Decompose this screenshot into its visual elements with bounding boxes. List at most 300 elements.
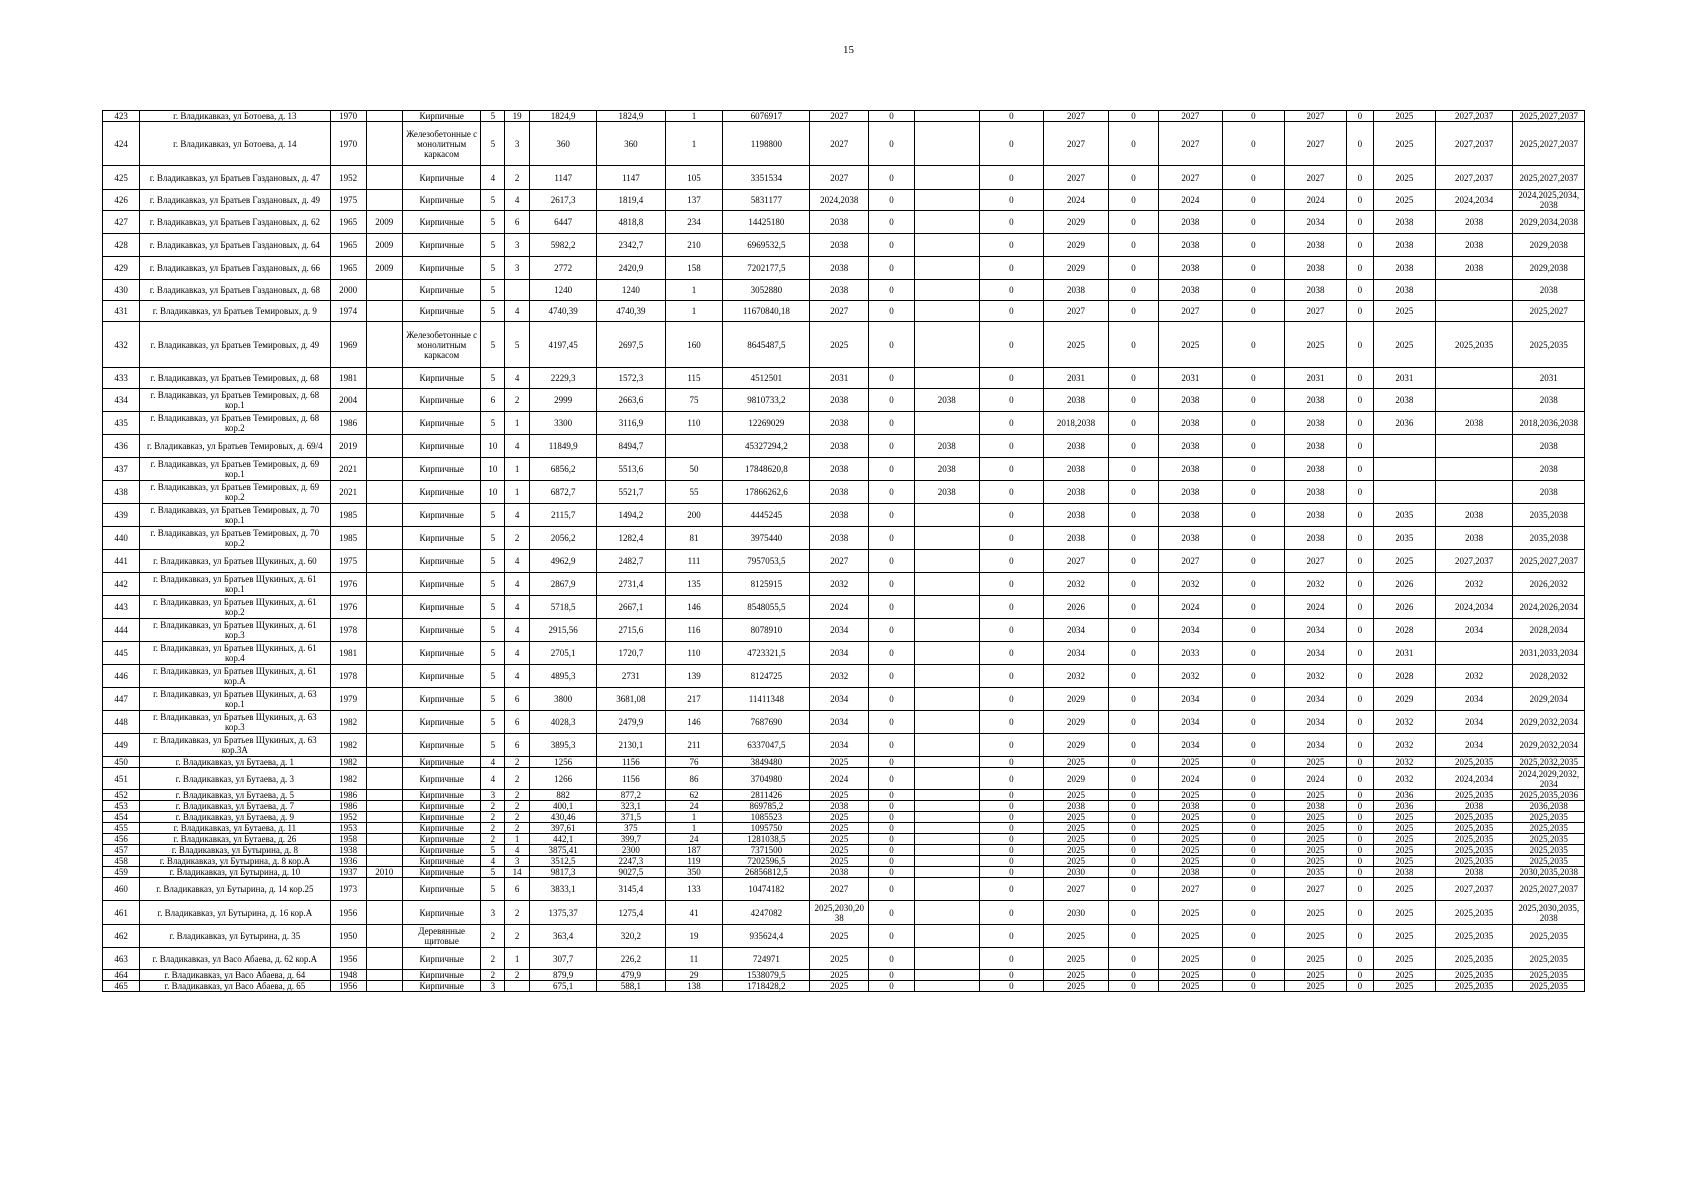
- table-cell: 2038: [1284, 280, 1346, 301]
- table-cell: 465: [103, 981, 140, 992]
- table-cell: 4: [505, 665, 530, 688]
- table-cell: 4818,8: [597, 211, 665, 234]
- table-cell: [366, 734, 402, 757]
- table-row: [103, 790, 1585, 801]
- table-row: [103, 711, 1585, 734]
- table-cell: 0: [869, 234, 915, 257]
- table-cell: Кирпичные: [402, 790, 481, 801]
- table-cell: 6: [505, 878, 530, 901]
- table-cell: 2034: [1284, 211, 1346, 234]
- table-cell: 0: [1346, 527, 1373, 550]
- table-cell: Кирпичные: [402, 389, 481, 412]
- table-cell: 450: [103, 757, 140, 768]
- table-cell: 2025: [1284, 757, 1346, 768]
- table-cell: 0: [1346, 368, 1373, 389]
- table-cell: 0: [869, 122, 915, 166]
- table-cell: 2038: [1158, 504, 1222, 527]
- table-cell: 431: [103, 301, 140, 322]
- table-cell: 0: [1109, 981, 1159, 992]
- table-cell: 0: [1109, 734, 1159, 757]
- table-cell: 45327294,2: [723, 435, 810, 458]
- table-cell: 2038: [1158, 801, 1222, 812]
- table-cell: 0: [979, 834, 1043, 845]
- table-cell: 2029: [1043, 257, 1108, 280]
- table-row: [103, 280, 1585, 301]
- table-cell: 2: [481, 970, 505, 981]
- table-cell: Кирпичные: [402, 768, 481, 790]
- table-cell: 1936: [330, 856, 366, 867]
- table-cell: 2032: [810, 573, 869, 596]
- table-cell: 0: [1222, 389, 1284, 412]
- table-cell: 2028: [1373, 619, 1435, 642]
- table-cell: 1085523: [723, 812, 810, 823]
- table-cell: 2032: [1435, 665, 1513, 688]
- table-cell: г. Владикавказ, ул Братьев Темировых, д. 70 кор.1: [140, 504, 330, 527]
- table-cell: 2025,2035: [1513, 845, 1585, 856]
- table-cell: 2025: [1158, 812, 1222, 823]
- table-cell: [1373, 458, 1435, 481]
- table-cell: 1824,9: [530, 111, 597, 122]
- table-cell: [914, 834, 979, 845]
- table-cell: 3681,08: [597, 688, 665, 711]
- table-cell: 2038: [1373, 389, 1435, 412]
- table-cell: Кирпичные: [402, 823, 481, 834]
- table-cell: [366, 596, 402, 619]
- table-cell: 459: [103, 867, 140, 878]
- table-cell: [505, 280, 530, 301]
- table-cell: 1095750: [723, 823, 810, 834]
- table-cell: 2697,5: [597, 322, 665, 368]
- table-cell: 2032: [1284, 573, 1346, 596]
- table-cell: 2056,2: [530, 527, 597, 550]
- table-cell: 2: [505, 901, 530, 925]
- table-cell: 437: [103, 458, 140, 481]
- table-cell: 4740,39: [530, 301, 597, 322]
- table-cell: 0: [1222, 642, 1284, 665]
- table-cell: 434: [103, 389, 140, 412]
- table-cell: 2009: [366, 257, 402, 280]
- table-cell: г. Владикавказ, ул Братьев Темировых, д. 69 кор.1: [140, 458, 330, 481]
- table-cell: 2025: [1373, 122, 1435, 166]
- table-cell: 5: [481, 301, 505, 322]
- table-cell: 0: [1222, 901, 1284, 925]
- table-cell: 457: [103, 845, 140, 856]
- table-cell: 0: [1109, 211, 1159, 234]
- table-cell: 2025: [1373, 948, 1435, 970]
- table-cell: 2038: [810, 527, 869, 550]
- table-cell: 1970: [330, 122, 366, 166]
- table-cell: 5: [481, 211, 505, 234]
- table-cell: 2038: [1435, 412, 1513, 435]
- table-cell: 0: [1109, 368, 1159, 389]
- table-cell: 2034: [1435, 688, 1513, 711]
- table-row: [103, 122, 1585, 166]
- table-cell: 5: [505, 322, 530, 368]
- table-cell: 2038: [1284, 527, 1346, 550]
- table-cell: 2: [481, 834, 505, 845]
- table-cell: 2025: [1158, 757, 1222, 768]
- table-cell: [1435, 368, 1513, 389]
- table-cell: 1: [505, 412, 530, 435]
- table-cell: 446: [103, 665, 140, 688]
- table-cell: 2027: [1158, 111, 1222, 122]
- table-cell: 6: [481, 389, 505, 412]
- table-cell: 1: [665, 111, 723, 122]
- table-cell: 0: [1222, 166, 1284, 190]
- table-cell: 0: [1346, 856, 1373, 867]
- table-cell: 0: [1109, 280, 1159, 301]
- table-cell: Кирпичные: [402, 948, 481, 970]
- table-cell: [366, 190, 402, 211]
- table-cell: 1982: [330, 757, 366, 768]
- table-cell: 1956: [330, 948, 366, 970]
- table-cell: [914, 856, 979, 867]
- table-cell: 2: [481, 823, 505, 834]
- table-cell: 0: [1222, 322, 1284, 368]
- table-cell: 2034: [1284, 711, 1346, 734]
- table-cell: Кирпичные: [402, 801, 481, 812]
- table-cell: 0: [869, 550, 915, 573]
- table-cell: 3800: [530, 688, 597, 711]
- table-cell: 4: [505, 550, 530, 573]
- table-cell: 0: [1109, 111, 1159, 122]
- table-cell: г. Владикавказ, ул Братьев Газдановых, д. 49: [140, 190, 330, 211]
- table-cell: 2025,2035: [1435, 856, 1513, 867]
- table-cell: 1147: [530, 166, 597, 190]
- table-cell: 0: [1109, 845, 1159, 856]
- table-cell: 0: [1109, 504, 1159, 527]
- table-cell: 1985: [330, 504, 366, 527]
- table-cell: 2025: [1284, 901, 1346, 925]
- table-row: [103, 527, 1585, 550]
- table-cell: 2038: [1043, 481, 1108, 504]
- table-cell: 1952: [330, 166, 366, 190]
- table-cell: 2034: [810, 619, 869, 642]
- table-cell: 4: [505, 368, 530, 389]
- table-cell: 2027: [1284, 122, 1346, 166]
- table-cell: 2027: [810, 550, 869, 573]
- table-cell: 2038: [1043, 435, 1108, 458]
- table-cell: г. Владикавказ, ул Братьев Щукиных, д. 61 кор.4: [140, 642, 330, 665]
- table-cell: [914, 734, 979, 757]
- table-cell: 2: [505, 801, 530, 812]
- table-cell: 2025: [1284, 845, 1346, 856]
- table-cell: 1986: [330, 412, 366, 435]
- table-cell: 3145,4: [597, 878, 665, 901]
- table-cell: 2024,2038: [810, 190, 869, 211]
- table-cell: г. Владикавказ, ул Васо Абаева, д. 62 кор.А: [140, 948, 330, 970]
- table-row: [103, 801, 1585, 812]
- table-cell: 2038: [914, 435, 979, 458]
- table-cell: Кирпичные: [402, 734, 481, 757]
- table-cell: 0: [1109, 122, 1159, 166]
- table-cell: 0: [1109, 573, 1159, 596]
- table-cell: [366, 970, 402, 981]
- table-cell: г. Владикавказ, ул Братьев Щукиных, д. 63 кор.3А: [140, 734, 330, 757]
- table-cell: 4247082: [723, 901, 810, 925]
- table-cell: 0: [979, 642, 1043, 665]
- table-cell: 24: [665, 834, 723, 845]
- table-cell: 2025: [1373, 166, 1435, 190]
- table-row: [103, 435, 1585, 458]
- table-cell: 0: [1346, 757, 1373, 768]
- table-cell: [366, 435, 402, 458]
- table-cell: 1965: [330, 234, 366, 257]
- table-cell: 2035,2038: [1513, 527, 1585, 550]
- table-cell: 1956: [330, 901, 366, 925]
- table-cell: 7687690: [723, 711, 810, 734]
- table-cell: 2025: [1284, 981, 1346, 992]
- table-cell: Кирпичные: [402, 619, 481, 642]
- table-cell: Кирпичные: [402, 190, 481, 211]
- table-cell: 2025: [1158, 925, 1222, 948]
- table-cell: [914, 768, 979, 790]
- table-cell: 2034: [1158, 734, 1222, 757]
- table-cell: 2025: [1373, 550, 1435, 573]
- table-cell: 2038: [1513, 280, 1585, 301]
- housing-register-table: [102, 110, 1585, 992]
- table-cell: [914, 757, 979, 768]
- table-cell: [914, 970, 979, 981]
- table-cell: 0: [1222, 665, 1284, 688]
- table-cell: 1147: [597, 166, 665, 190]
- table-cell: 363,4: [530, 925, 597, 948]
- table-cell: 0: [1346, 322, 1373, 368]
- table-cell: [914, 527, 979, 550]
- table-cell: 0: [869, 257, 915, 280]
- table-cell: 0: [1222, 190, 1284, 211]
- table-cell: 2025,2027,2037: [1513, 166, 1585, 190]
- table-cell: 0: [1346, 665, 1373, 688]
- table-cell: 2034: [1435, 734, 1513, 757]
- table-cell: 8494,7: [597, 435, 665, 458]
- table-cell: [366, 368, 402, 389]
- table-cell: [914, 878, 979, 901]
- table-cell: 111: [665, 550, 723, 573]
- table-cell: 6969532,5: [723, 234, 810, 257]
- table-cell: 2025: [1043, 812, 1108, 823]
- table-row: [103, 504, 1585, 527]
- table-cell: 0: [1222, 688, 1284, 711]
- table-cell: 448: [103, 711, 140, 734]
- table-cell: 2038: [1158, 527, 1222, 550]
- table-cell: [1435, 481, 1513, 504]
- table-cell: 137: [665, 190, 723, 211]
- table-cell: 2024,2029,2032, 2034: [1513, 768, 1585, 790]
- table-cell: 2030: [1043, 901, 1108, 925]
- table-cell: Кирпичные: [402, 368, 481, 389]
- table-cell: 0: [1222, 504, 1284, 527]
- table-cell: 0: [1222, 812, 1284, 823]
- table-cell: 0: [1109, 790, 1159, 801]
- table-cell: 0: [869, 812, 915, 823]
- table-cell: г. Владикавказ, ул Бутырина, д. 8 кор.А: [140, 856, 330, 867]
- table-cell: 0: [979, 790, 1043, 801]
- table-cell: [914, 257, 979, 280]
- table-cell: г. Владикавказ, ул Братьев Щукиных, д. 63 кор.1: [140, 688, 330, 711]
- table-cell: 4: [505, 301, 530, 322]
- table-cell: 2038: [1435, 527, 1513, 550]
- table-cell: [1373, 435, 1435, 458]
- table-cell: 0: [1109, 619, 1159, 642]
- table-cell: 2025: [1043, 834, 1108, 845]
- table-cell: 2130,1: [597, 734, 665, 757]
- table-cell: 2025,2035,2036: [1513, 790, 1585, 801]
- table-cell: 2031: [1043, 368, 1108, 389]
- table-cell: 10: [481, 458, 505, 481]
- table-cell: 2038: [1284, 389, 1346, 412]
- table-cell: 4: [505, 642, 530, 665]
- table-cell: 2024: [1158, 596, 1222, 619]
- table-cell: 0: [869, 856, 915, 867]
- table-cell: [914, 845, 979, 856]
- table-cell: Кирпичные: [402, 412, 481, 435]
- table-cell: 2025: [1158, 970, 1222, 981]
- table-cell: 2038: [810, 257, 869, 280]
- table-cell: 0: [1222, 280, 1284, 301]
- table-cell: Железобетонные с монолитным каркасом: [402, 322, 481, 368]
- table-cell: 0: [1222, 925, 1284, 948]
- table-cell: 6: [505, 688, 530, 711]
- table-cell: 11: [665, 948, 723, 970]
- table-cell: Кирпичные: [402, 757, 481, 768]
- table-cell: 2025,2035: [1513, 834, 1585, 845]
- table-cell: 454: [103, 812, 140, 823]
- table-cell: 5: [481, 573, 505, 596]
- table-cell: 0: [1222, 211, 1284, 234]
- table-cell: 0: [1109, 856, 1159, 867]
- table-cell: г. Владикавказ, ул Бутырина, д. 35: [140, 925, 330, 948]
- table-cell: 2025: [1284, 322, 1346, 368]
- table-cell: 444: [103, 619, 140, 642]
- table-cell: 1948: [330, 970, 366, 981]
- table-cell: 2004: [330, 389, 366, 412]
- table-cell: [1435, 458, 1513, 481]
- table-cell: 158: [665, 257, 723, 280]
- table-cell: 2025: [1373, 901, 1435, 925]
- table-cell: 2025: [1284, 790, 1346, 801]
- table-cell: 2025,2035: [1435, 845, 1513, 856]
- table-cell: 435: [103, 412, 140, 435]
- table-cell: 2027: [1043, 166, 1108, 190]
- table-cell: 2420,9: [597, 257, 665, 280]
- table-cell: 200: [665, 504, 723, 527]
- table-cell: 133: [665, 878, 723, 901]
- table-cell: 0: [1222, 368, 1284, 389]
- table-cell: 0: [1109, 812, 1159, 823]
- table-cell: 0: [979, 504, 1043, 527]
- table-cell: 2032: [810, 665, 869, 688]
- table-cell: 0: [1109, 458, 1159, 481]
- table-cell: 2027: [1158, 122, 1222, 166]
- table-cell: 2034: [810, 642, 869, 665]
- table-cell: 2027: [1043, 111, 1108, 122]
- table-cell: 2027: [1284, 166, 1346, 190]
- table-cell: 3: [481, 901, 505, 925]
- table-cell: г. Владикавказ, ул Братьев Газдановых, д. 68: [140, 280, 330, 301]
- table-cell: 2038: [1158, 435, 1222, 458]
- table-cell: 19: [665, 925, 723, 948]
- table-cell: 2025,2035: [1435, 823, 1513, 834]
- table-cell: 135: [665, 573, 723, 596]
- table-cell: 0: [1109, 389, 1159, 412]
- table-cell: 2036: [1373, 412, 1435, 435]
- table-cell: Кирпичные: [402, 481, 481, 504]
- table-cell: 397,61: [530, 823, 597, 834]
- table-cell: г. Владикавказ, ул Братьев Темировых, д. 69/4: [140, 435, 330, 458]
- table-cell: 427: [103, 211, 140, 234]
- table-cell: 160: [665, 322, 723, 368]
- table-cell: 2025: [810, 823, 869, 834]
- table-cell: 0: [1346, 435, 1373, 458]
- table-cell: 2038: [810, 504, 869, 527]
- table-cell: 0: [1346, 823, 1373, 834]
- table-cell: 2038: [1043, 389, 1108, 412]
- table-cell: 1975: [330, 190, 366, 211]
- table-cell: 1: [505, 834, 530, 845]
- table-cell: 5: [481, 257, 505, 280]
- table-cell: 0: [1346, 458, 1373, 481]
- table-cell: 0: [869, 322, 915, 368]
- table-cell: 2034: [1284, 619, 1346, 642]
- table-cell: 2030: [1043, 867, 1108, 878]
- table-cell: Кирпичные: [402, 234, 481, 257]
- table-cell: 442,1: [530, 834, 597, 845]
- table-cell: 2009: [366, 211, 402, 234]
- table-cell: 0: [1222, 734, 1284, 757]
- table-cell: г. Владикавказ, ул Братьев Газдановых, д. 47: [140, 166, 330, 190]
- table-row: [103, 856, 1585, 867]
- table-cell: 2025: [1043, 856, 1108, 867]
- table-cell: 2027: [810, 166, 869, 190]
- table-cell: г. Владикавказ, ул Братьев Щукиных, д. 61 кор.2: [140, 596, 330, 619]
- table-cell: 0: [1109, 688, 1159, 711]
- table-cell: 438: [103, 481, 140, 504]
- table-cell: Кирпичные: [402, 166, 481, 190]
- table-cell: 2025: [1158, 834, 1222, 845]
- table-cell: [366, 642, 402, 665]
- table-cell: 0: [869, 389, 915, 412]
- table-cell: 1979: [330, 688, 366, 711]
- table-cell: [914, 368, 979, 389]
- table-cell: 2731: [597, 665, 665, 688]
- table-cell: 0: [1346, 234, 1373, 257]
- table-cell: 461: [103, 901, 140, 925]
- table-cell: [1435, 301, 1513, 322]
- table-cell: 2025,2027,2037: [1513, 111, 1585, 122]
- table-cell: 4: [505, 190, 530, 211]
- table-cell: 4445245: [723, 504, 810, 527]
- table-cell: 6337047,5: [723, 734, 810, 757]
- table-cell: [366, 878, 402, 901]
- table-cell: 442: [103, 573, 140, 596]
- table-cell: 2025: [1373, 878, 1435, 901]
- table-cell: 2038: [1043, 527, 1108, 550]
- table-cell: 2229,3: [530, 368, 597, 389]
- table-cell: 429: [103, 257, 140, 280]
- table-cell: 4: [505, 845, 530, 856]
- table-cell: 882: [530, 790, 597, 801]
- table-cell: 0: [1346, 642, 1373, 665]
- table-cell: 2038: [1284, 234, 1346, 257]
- table-cell: 0: [1109, 481, 1159, 504]
- table-cell: 2038: [810, 234, 869, 257]
- table-cell: 2024: [1284, 190, 1346, 211]
- table-row: [103, 768, 1585, 790]
- table-cell: 0: [1346, 412, 1373, 435]
- table-cell: 0: [869, 573, 915, 596]
- table-cell: [366, 122, 402, 166]
